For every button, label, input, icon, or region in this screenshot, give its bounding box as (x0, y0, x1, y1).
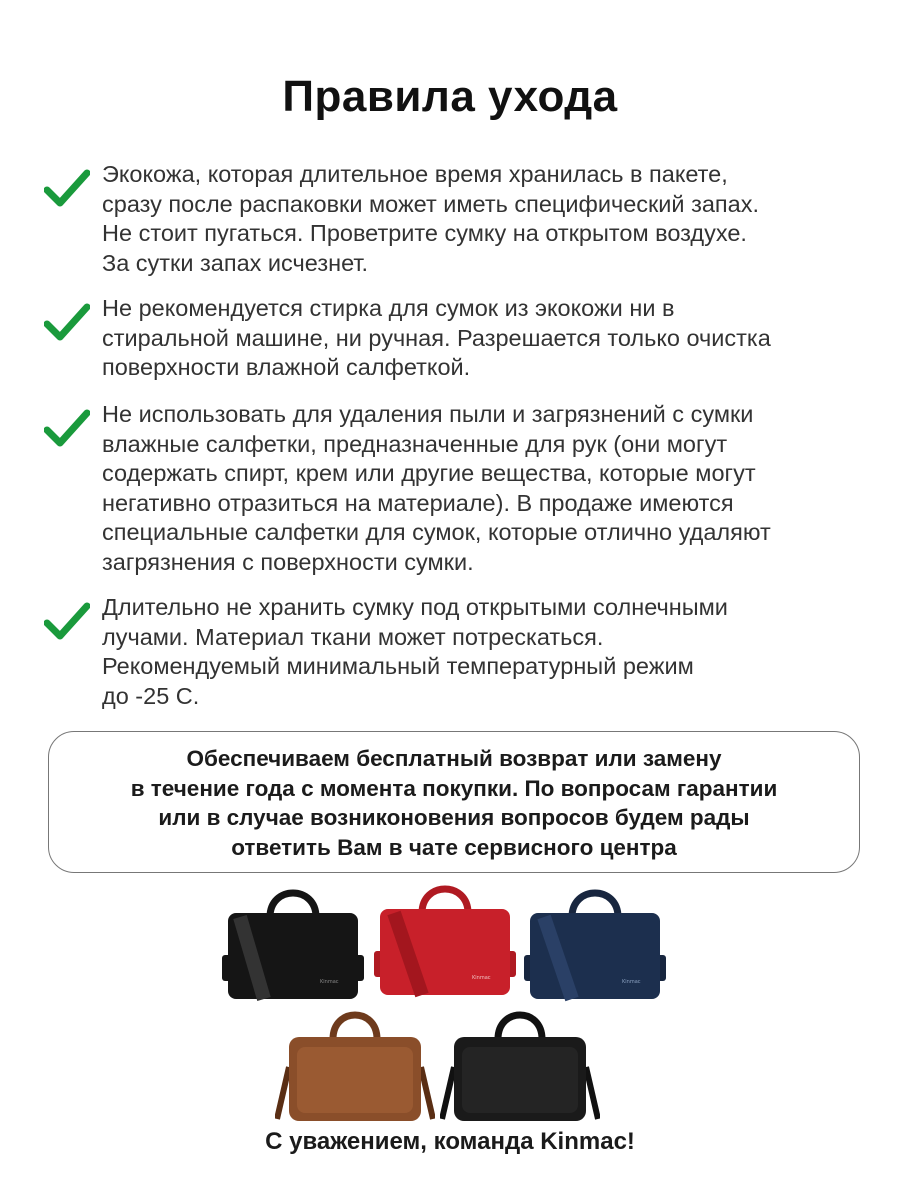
care-rule-text: Не использовать для удаления пыли и загрязнений с сумки влажные салфетки, предназначенные для рук (они могут содержать спирт, крем или другие вещества, которые могут негативно отразиться на материале). В продаже имеются специальные салфетки для сумок, которые отлично удаляют загрязнения с поверхности сумки. (102, 401, 771, 575)
page-title: Правила ухода (282, 72, 618, 121)
notice-line: ответить Вам в чате сервисного центра (231, 834, 677, 860)
svg-text:Kinmac: Kinmac (320, 979, 339, 985)
notice-line: или в случае возниконовения вопросов будем рады (158, 805, 750, 830)
signature: С уважением, команда Kinmac! (265, 1128, 635, 1155)
svg-text:Kinmac: Kinmac (472, 975, 491, 981)
care-rule-text: Экокожа, которая длительное время хранилась в пакете, сразу после распаковки может иметь специфический запах. Не стоит пугаться. Проветрите сумку на открытом воздухе. За сутки запах исчезнет. (102, 161, 760, 276)
notice-line: Обеспечиваем бесплатный возврат или замену (186, 746, 722, 771)
bag-navy-croc-image (520, 883, 670, 1008)
check-icon (44, 168, 90, 208)
care-rule-text: Не рекомендуется стирка для сумок из экокожи ни в стиральной машине, ни ручная. Разрешается только очистка поверхности влажной салфеткой. (102, 295, 771, 380)
bag-black-image (440, 1007, 600, 1125)
warranty-notice (48, 731, 860, 873)
check-icon (44, 408, 90, 448)
svg-text:Kinmac: Kinmac (622, 979, 641, 985)
care-rule-text: Длительно не хранить сумку под открытыми солнечными лучами. Материал ткани может потрескаться. Рекомендуемый минимальный температурный режим до -25 С. (102, 594, 728, 709)
bag-brown-image (275, 1007, 435, 1125)
check-icon (44, 601, 90, 641)
bag-black-croc-image (218, 883, 368, 1008)
notice-line: в течение года с момента покупки. По вопросам гарантии (130, 775, 778, 801)
bag-red-croc-image (370, 879, 520, 1004)
bag-gallery (0, 875, 900, 1125)
check-icon (44, 302, 90, 342)
